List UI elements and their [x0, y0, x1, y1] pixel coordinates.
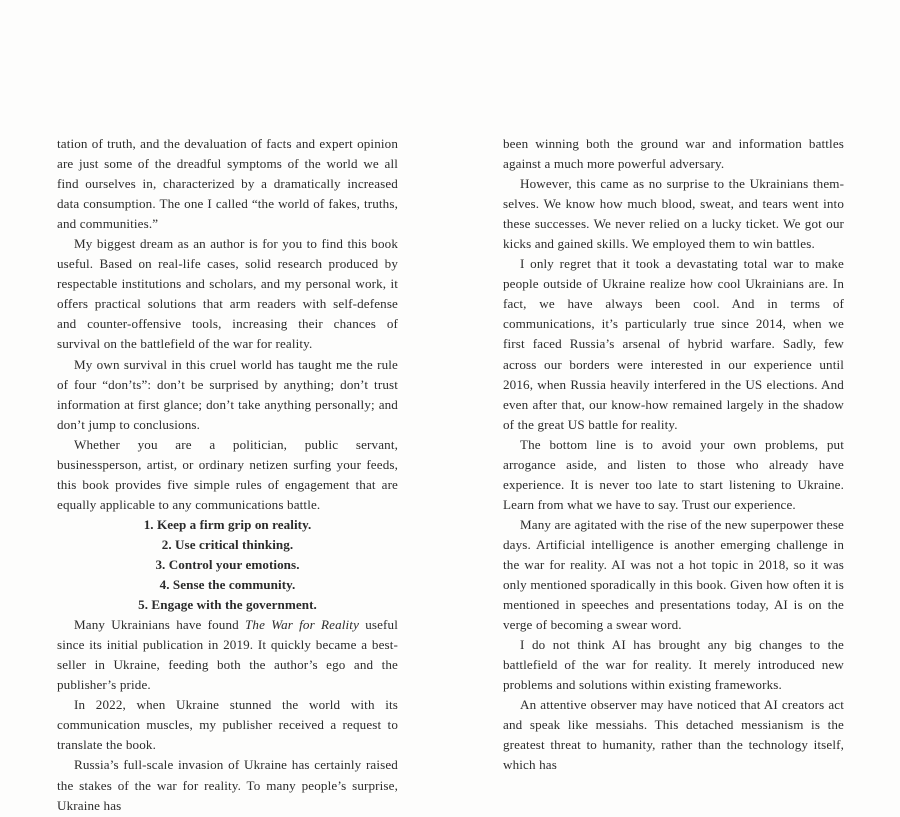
paragraph: My biggest dream as an author is for you to find this book useful. Based on real-life cases, solid research produced by respectable institutions and scholars, and my personal work, it offers practical solutions that arm readers with self-defense and counter-offensive tools, increasing their chances of survival on the battlefield of the war for reality. [57, 236, 398, 352]
two-column-text-body [57, 134, 844, 816]
left-text-column [57, 134, 398, 816]
paragraph: However, this came as no surprise to the Ukrainians themselves. We know how much blood, sweat, and tears went into these successes. We never relied on a lucky ticket. We got our kicks and gained skills. We employed them to win battles. [503, 176, 844, 252]
paragraph: The bottom line is to avoid your own problems, put arrogance aside, and listen to those who already have experience. It is never too late to start listening to Ukraine. Learn from what we have to say. Trust our experience. [503, 436, 844, 512]
paragraph: Whether you are a politician, public servant, businessperson, artist, or ordinary netizen surfing your feeds, this book provides five simple rules of engagement that are equally applicable to any communications battle. [57, 436, 398, 512]
right-text-column [503, 134, 844, 776]
list-item: 1. Keep a firm grip on reality. [143, 516, 312, 532]
paragraph: In 2022, when Ukraine stunned the world with its communication muscles, my publisher received a request to translate the book. [57, 697, 398, 753]
paragraph: An attentive observer may have noticed that AI creators act and speak like messiahs. This detached messianism is the greatest threat to humanity, rather than the technology itself, which has [503, 697, 844, 773]
paragraph: I do not think AI has brought any big changes to the battlefield of the war for reality. It merely introduced new problems and solutions within existing frameworks. [503, 637, 844, 693]
paragraph-text-before-title: Many Ukrainians have found [74, 617, 246, 633]
paragraph: Russia’s full-scale invasion of Ukraine has certainly raised the stakes of the war for reality. To many people’s surprise, Ukraine has [57, 757, 398, 813]
paragraph: My own survival in this cruel world has taught me the rule of four “don’ts”: don’t be surprised by anything; don’t trust information at first glance; don’t take anything personally; and don’t jump to conclusions. [57, 356, 398, 432]
list-item: 3. Control your emotions. [155, 556, 300, 572]
list-item: 4. Sense the community. [159, 577, 296, 593]
book-title-italic: The War for Reality [245, 617, 360, 633]
paragraph: tation of truth, and the devaluation of facts and expert opinion are just some of the dreadful symptoms of the world we all find ourselves in, characterized by a dramatically increased data consumption. The one I called “the world of fakes, truths, and communities.” [57, 136, 398, 232]
paragraph: been winning both the ground war and information battles against a much more powerful adversary. [503, 136, 844, 172]
paragraph-text-after-title: useful since its initial publication in 2019. It quickly became a best-seller in Ukraine, feeding both the author’s ego and the publisher’s pride. [57, 617, 398, 693]
paragraph-with-book-title [57, 615, 398, 695]
paragraph: Many are agitated with the rise of the new superpower these days. Artificial intelligence is another emerging challenge in the war for reality. AI was not a hot topic in 2018, so it was only mentioned sporadically in this book. Given how often it is mentioned in speeches and presentations today, AI is on the verge of becoming a swear word. [503, 516, 844, 633]
list-item: 2. Use critical thinking. [161, 536, 294, 552]
paragraph: I only regret that it took a devastating total war to make people outside of Ukraine realize how cool Ukrainians are. In fact, we have always been cool. And in terms of communications, it’s particularly true since 2014, when we first faced Russia’s arsenal of hybrid warfare. Sadly, few across our borders were interested in our experience until 2016, when Russia heavily interfered in the US elections. And even after that, our know-how remained largely in the shadow of the great US battle for reality. [503, 256, 844, 432]
list-item: 5. Engage with the government. [138, 597, 317, 613]
rules-of-engagement-list [57, 515, 398, 615]
